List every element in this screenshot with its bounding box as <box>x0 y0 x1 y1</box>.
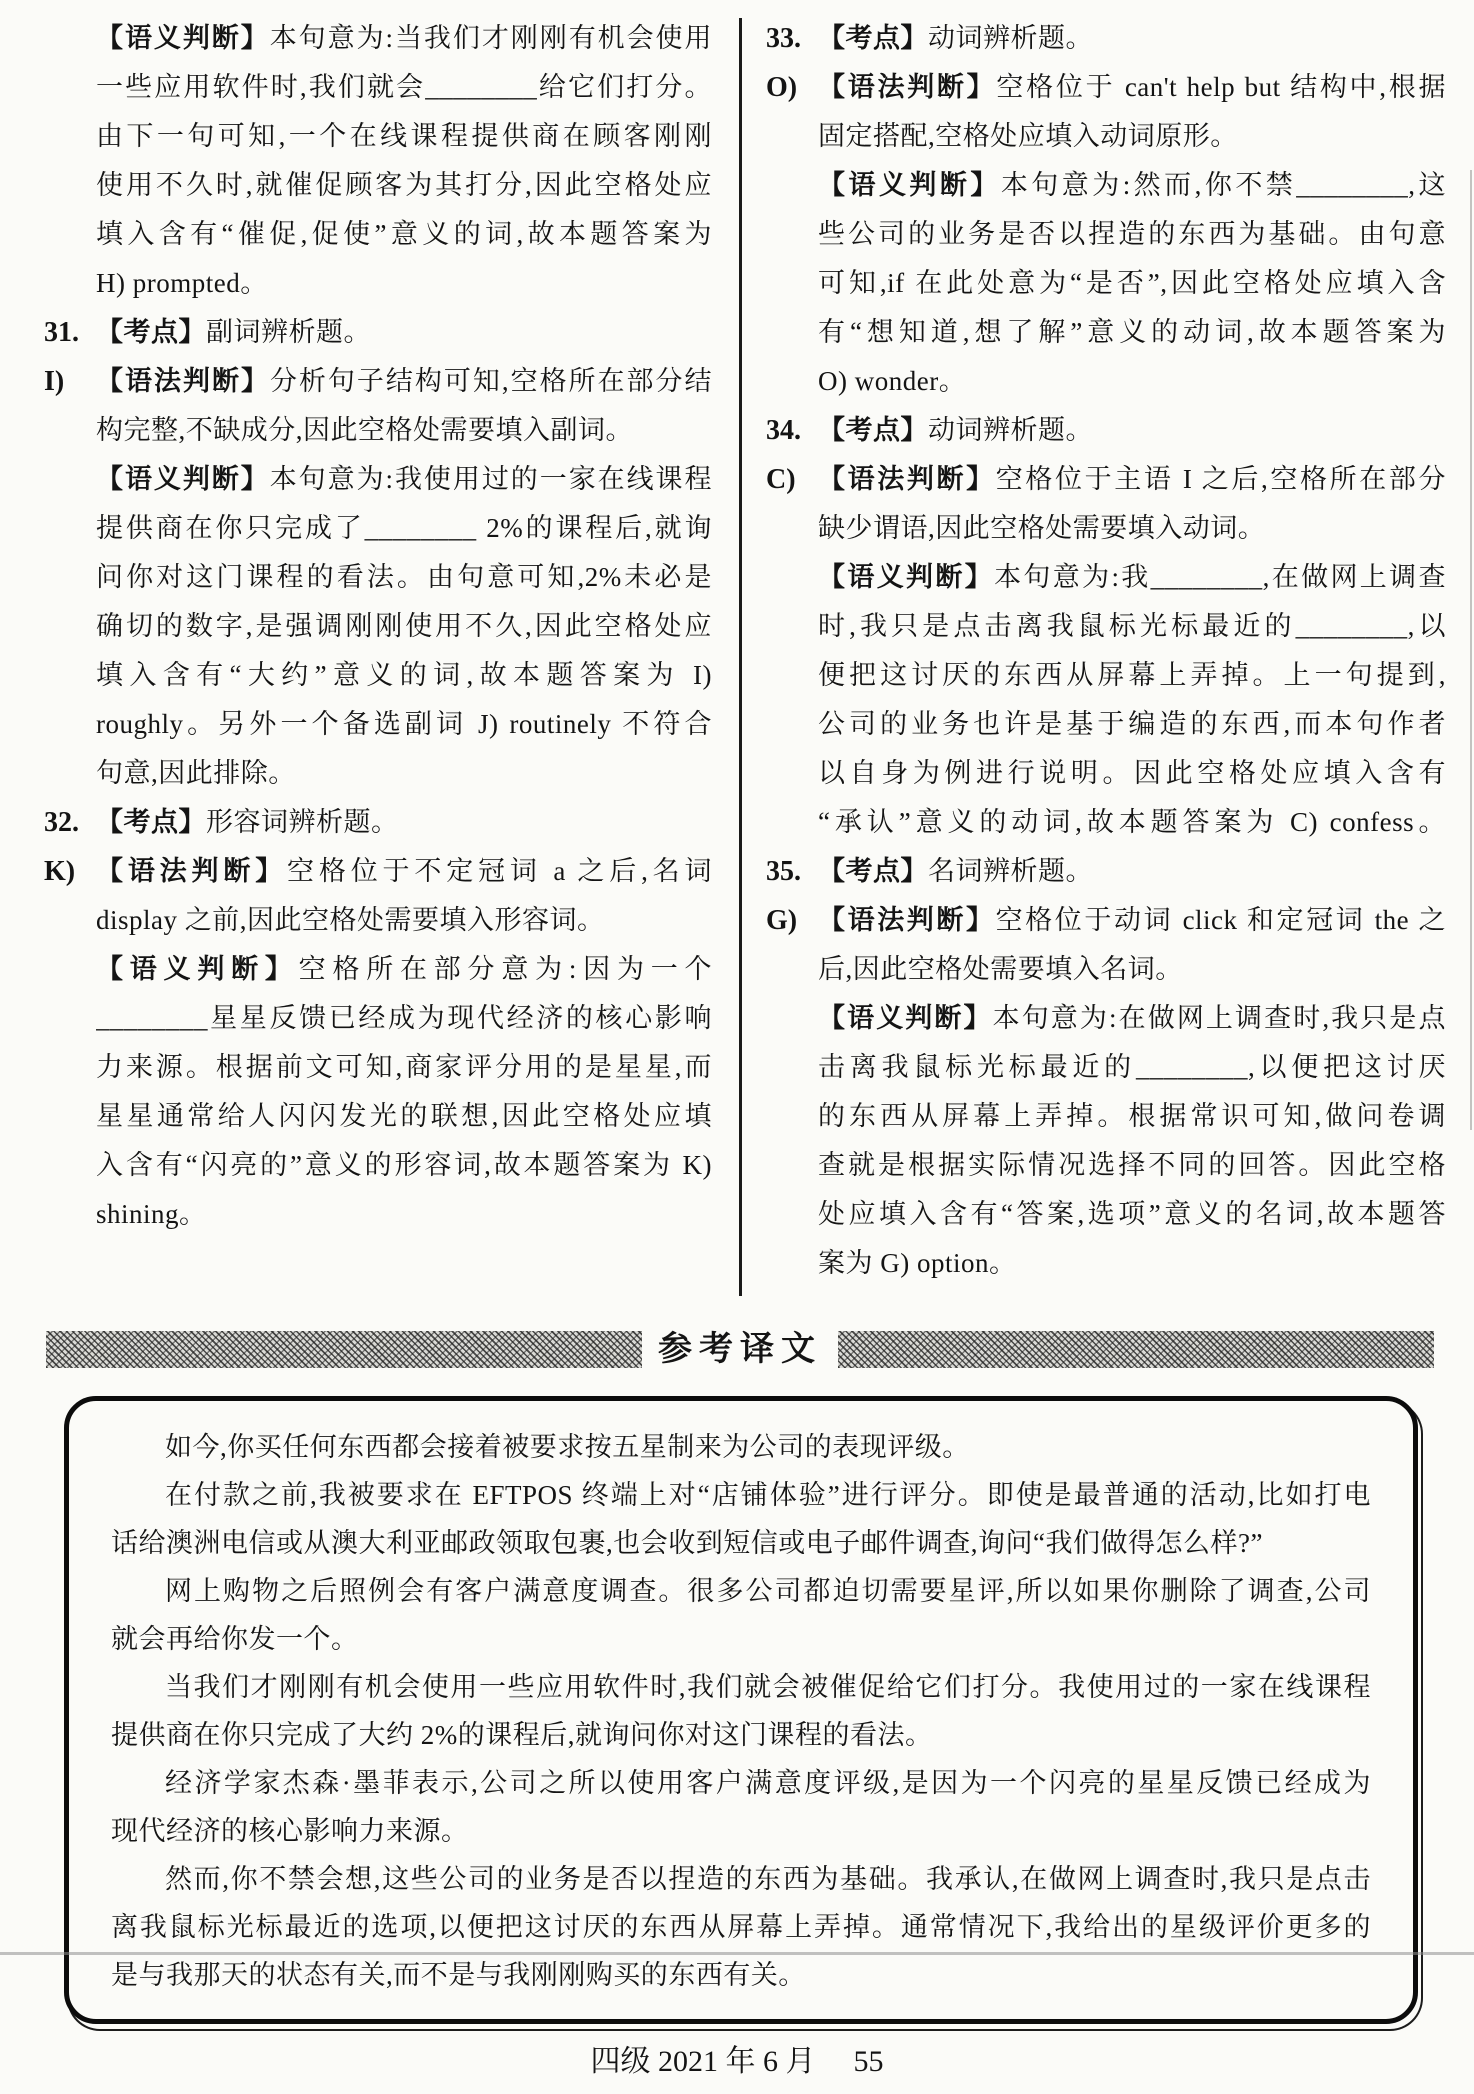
text-line: 【考点】形容词辨析题。 <box>96 807 399 837</box>
answer-block <box>44 308 712 357</box>
text-line: 【语法判断】空格位于动词 click 和定冠词 the 之 <box>818 905 1446 935</box>
item-body <box>96 308 712 357</box>
text-line: 【考点】动词辨析题。 <box>818 23 1093 53</box>
item-body <box>818 455 1446 847</box>
text-line: ________星星反馈已经成为现代经济的核心影响 <box>96 1003 712 1033</box>
item-marker: G) <box>766 905 798 936</box>
text-line: 填入含有“大约”意义的词,故本题答案为 I) <box>96 660 712 690</box>
item-marker: K) <box>44 856 76 887</box>
text-line: 【考点】副词辨析题。 <box>96 317 371 347</box>
text-line: 查就是根据实际情况选择不同的回答。因此空格 <box>818 1150 1446 1180</box>
hatch-strip-right <box>838 1331 1434 1368</box>
item-marker: 32. <box>44 807 79 838</box>
text-line: 以自身为例进行说明。因此空格处应填入含有 <box>818 758 1446 788</box>
text-line: H) prompted。 <box>96 268 268 298</box>
translation-line: 话给澳洲电信或从澳大利亚邮政领取包裹,也会收到短信或电子邮件调查,询问“我们做得怎么样?” <box>111 1528 1263 1558</box>
reference-translation-title: 参考译文 <box>642 1331 838 1368</box>
text-line: 【考点】名词辨析题。 <box>818 856 1093 886</box>
item-body <box>96 847 712 1239</box>
text-line: 击离我鼠标光标最近的________,以便把这讨厌 <box>818 1052 1446 1082</box>
text-line: 公司的业务也许是基于编造的东西,而本句作者 <box>818 709 1446 739</box>
text-line: 便把这讨厌的东西从屏幕上弄掉。上一句提到, <box>818 660 1446 690</box>
page-number: 55 <box>853 2045 884 2078</box>
text-line: 案为 G) option。 <box>818 1248 1017 1278</box>
text-line: “承认”意义的动词,故本题答案为 C) confess。 <box>818 807 1446 837</box>
item-body <box>96 14 712 308</box>
translation-line: 如今,你买任何东西都会接着被要求按五星制来为公司的表现评级。 <box>165 1432 970 1462</box>
answer-block <box>766 63 1446 406</box>
item-marker: 33. <box>766 23 801 54</box>
translation-line: 离我鼠标光标最近的选项,以便把这讨厌的东西从屏幕上弄掉。通常情况下,我给出的星级评价更多的 <box>111 1912 1371 1942</box>
item-marker: 31. <box>44 317 79 348</box>
text-line: 的东西从屏幕上弄掉。根据常识可知,做问卷调 <box>818 1101 1446 1131</box>
text-line: 可知,if 在此处意为“是否”,因此空格处应填入含 <box>818 268 1446 298</box>
text-line: 有“想知道,想了解”意义的动词,故本题答案为 <box>818 317 1446 347</box>
text-line: display 之前,因此空格处需要填入形容词。 <box>96 905 605 935</box>
translation-line: 网上购物之后照例会有客户满意度调查。很多公司都迫切需要星评,所以如果你删除了调查,公司 <box>165 1576 1371 1606</box>
text-line: 【语法判断】空格位于 can't help but 结构中,根据 <box>818 72 1446 102</box>
answer-block <box>44 798 712 847</box>
translation-line: 提供商在你只完成了大约 2%的课程后,就询问你对这门课程的看法。 <box>111 1720 933 1750</box>
answer-block <box>766 406 1446 455</box>
item-marker: C) <box>766 464 796 495</box>
text-line: 后,因此空格处需要填入名词。 <box>818 954 1183 984</box>
hatch-strip-left <box>46 1331 642 1368</box>
item-body <box>96 357 712 798</box>
item-body <box>818 847 1446 896</box>
item-body <box>818 63 1446 406</box>
text-line: 【语义判断】本句意为:当我们才刚刚有机会使用 <box>96 23 712 53</box>
item-body <box>818 14 1446 63</box>
text-line: 【考点】动词辨析题。 <box>818 415 1093 445</box>
item-marker: 34. <box>766 415 801 446</box>
text-line: 时,我只是点击离我鼠标光标最近的________,以 <box>818 611 1446 641</box>
translation-box <box>64 1396 1418 2024</box>
answer-block <box>766 14 1446 63</box>
scan-edge-streak <box>1470 170 1472 1130</box>
answer-column-left <box>44 14 712 1239</box>
text-line: 固定搭配,空格处应填入动词原形。 <box>818 121 1238 151</box>
translation-line: 当我们才刚刚有机会使用一些应用软件时,我们就会被催促给它们打分。我使用过的一家在线课程 <box>165 1672 1371 1702</box>
text-line: 句意,因此排除。 <box>96 758 296 788</box>
answer-block <box>44 14 712 308</box>
translation-line: 是与我那天的状态有关,而不是与我刚刚购买的东西有关。 <box>111 1960 806 1990</box>
text-line: roughly。另外一个备选副词 J) routinely 不符合 <box>96 709 712 739</box>
text-line: O) wonder。 <box>818 366 967 396</box>
translation-line: 经济学家杰森·墨菲表示,公司之所以使用客户满意度评级,是因为一个闪亮的星星反馈已经成为 <box>165 1768 1371 1798</box>
text-line: 力来源。根据前文可知,商家评分用的是星星,而 <box>96 1052 712 1082</box>
column-divider-rule <box>739 18 742 1296</box>
text-line: shining。 <box>96 1199 207 1229</box>
text-line: 【语法判断】空格位于不定冠词 a 之后,名词 <box>96 856 712 886</box>
item-marker: 35. <box>766 856 801 887</box>
answer-block <box>766 896 1446 1288</box>
text-line: 【语义判断】本句意为:我使用过的一家在线课程 <box>96 464 712 494</box>
footer-exam-label: 四级 2021 年 6 月 <box>590 2045 816 2078</box>
item-marker: O) <box>766 72 798 103</box>
text-line: 【语义判断】本句意为:然而,你不禁________,这 <box>818 170 1446 200</box>
text-line: 由下一句可知,一个在线课程提供商在顾客刚刚 <box>96 121 712 151</box>
text-line: 构完整,不缺成分,因此空格处需要填入副词。 <box>96 415 633 445</box>
answer-block <box>44 357 712 798</box>
answer-column-right <box>766 14 1446 1288</box>
text-line: 确切的数字,是强调刚刚使用不久,因此空格处应 <box>96 611 712 641</box>
text-line: 问你对这门课程的看法。由句意可知,2%未必是 <box>96 562 712 592</box>
answer-block <box>44 847 712 1239</box>
text-line: 填入含有“催促,促使”意义的词,故本题答案为 <box>96 219 712 249</box>
item-body <box>96 798 712 847</box>
translation-line: 在付款之前,我被要求在 EFTPOS 终端上对“店铺体验”进行评分。即使是最普通的活动,比如打电 <box>165 1480 1371 1510</box>
item-marker: I) <box>44 366 65 397</box>
text-line: 星星通常给人闪闪发光的联想,因此空格处应填 <box>96 1101 712 1131</box>
text-line: 【语法判断】空格位于主语 I 之后,空格所在部分 <box>818 464 1446 494</box>
text-line: 【语义判断】本句意为:我________,在做网上调查 <box>818 562 1446 592</box>
text-line: 提供商在你只完成了________ 2%的课程后,就询 <box>96 513 712 543</box>
answer-block <box>766 455 1446 847</box>
text-line: 【语义判断】本句意为:在做网上调查时,我只是点 <box>818 1003 1446 1033</box>
text-line: 入含有“闪亮的”意义的形容词,故本题答案为 K) <box>96 1150 712 1180</box>
text-line: 【语法判断】分析句子结构可知,空格所在部分结 <box>96 366 712 396</box>
text-line: 使用不久时,就催促顾客为其打分,因此空格处应 <box>96 170 712 200</box>
item-body <box>818 896 1446 1288</box>
item-marker <box>44 14 96 308</box>
text-line: 【语义判断】空格所在部分意为:因为一个 <box>96 954 712 984</box>
text-line: 缺少谓语,因此空格处需要填入动词。 <box>818 513 1266 543</box>
item-body <box>818 406 1446 455</box>
translation-line: 就会再给你发一个。 <box>111 1624 359 1654</box>
text-line: 些公司的业务是否以捏造的东西为基础。由句意 <box>818 219 1446 249</box>
translation-line: 然而,你不禁会想,这些公司的业务是否以捏造的东西为基础。我承认,在做网上调查时,我只是点击 <box>165 1864 1371 1894</box>
page-footer <box>0 2036 1474 2080</box>
text-line: 一些应用软件时,我们就会________给它们打分。 <box>96 72 712 102</box>
reference-translation-band <box>46 1331 1434 1368</box>
answer-block <box>766 847 1446 896</box>
text-line: 处应填入含有“答案,选项”意义的名词,故本题答 <box>818 1199 1446 1229</box>
translation-line: 现代经济的核心影响力来源。 <box>111 1816 469 1846</box>
